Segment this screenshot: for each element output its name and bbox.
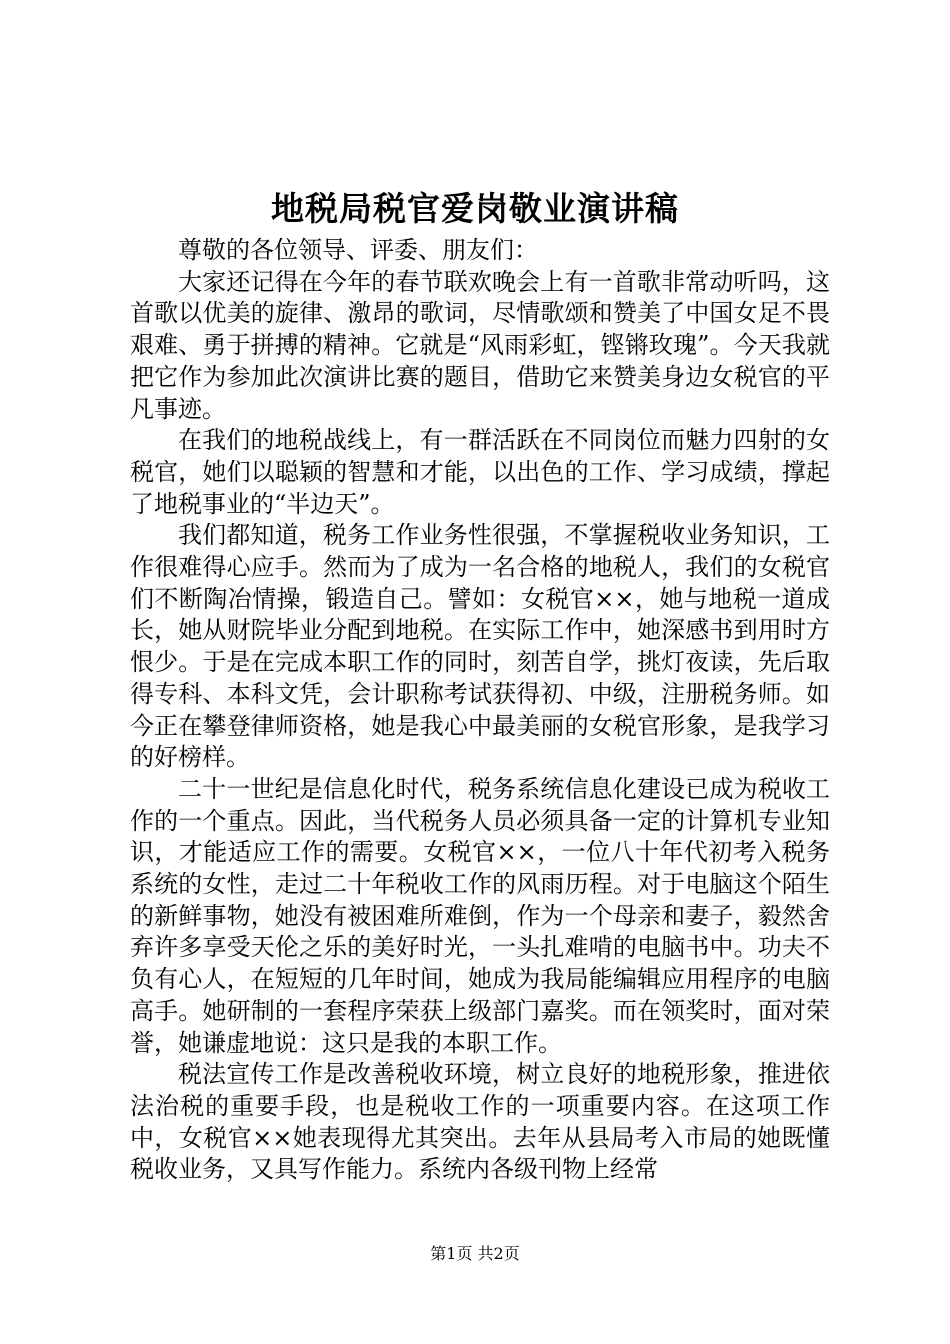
body-paragraph: 我们都知道，税务工作业务性很强，不掌握税收业务知识，工作很难得心应手。然而为了成为一名合格的地税人，我们的女税官们不断陶冶情操，锻造自己。譬如：女税官××，她与地税一道成长，她从财院毕业分配到地税。在实际工作中，她深感书到用时方恨少。于是在完成本职工作的同时，刻苦自学，挑灯夜读，先后取得专科、本科文凭，会计职称考试获得初、中级，注册税务师。如今正在攀登律师资格，她是我心中最美丽的女税官形象，是我学习的好榜样。 — [130, 521, 830, 772]
salutation-paragraph: 尊敬的各位领导、评委、朋友们： — [178, 236, 538, 264]
page-footer: 第1页 共2页 — [430, 1244, 520, 1263]
document-title: 地税局税官爱岗敬业演讲稿 — [271, 189, 679, 228]
body-paragraph: 在我们的地税战线上，有一群活跃在不同岗位而魅力四射的女税官，她们以聪颖的智慧和才能，以出色的工作、学习成绩，撑起了地税事业的“半边天”。 — [130, 426, 830, 518]
body-paragraph: 二十一世纪是信息化时代，税务系统信息化建设已成为税收工作的一个重点。因此，当代税务人员必须具备一定的计算机专业知识，才能适应工作的需要。女税官××，一位八十年代初考入税务系统的女性，走过二十年税收工作的风雨历程。对于电脑这个陌生的新鲜事物，她没有被困难所难倒，作为一个母亲和妻子，毅然舍弃许多享受天伦之乐的美好时光，一头扎难啃的电脑书中。功夫不负有心人，在短短的几年时间，她成为我局能编辑应用程序的电脑高手。她研制的一套程序荣获上级部门嘉奖。而在领奖时，面对荣誉，她谦虚地说：这只是我的本职工作。 — [130, 774, 830, 1057]
document-body — [130, 235, 830, 1186]
body-paragraph: 大家还记得在今年的春节联欢晚会上有一首歌非常动听吗，这首歌以优美的旋律、激昂的歌词，尽情歌颂和赞美了中国女足不畏艰难、勇于拼搏的精神。它就是“风雨彩虹，铿锵玫瑰”。今天我就把它作为参加此次演讲比赛的题目，借助它来赞美身边女税官的平凡事迹。 — [130, 267, 830, 423]
body-paragraph: 税法宣传工作是改善税收环境，树立良好的地税形象，推进依法治税的重要手段，也是税收工作的一项重要内容。在这项工作中，女税官××她表现得尤其突出。去年从县局考入市局的她既懂税收业务，又具写作能力。系统内各级刊物上经常 — [130, 1060, 830, 1184]
